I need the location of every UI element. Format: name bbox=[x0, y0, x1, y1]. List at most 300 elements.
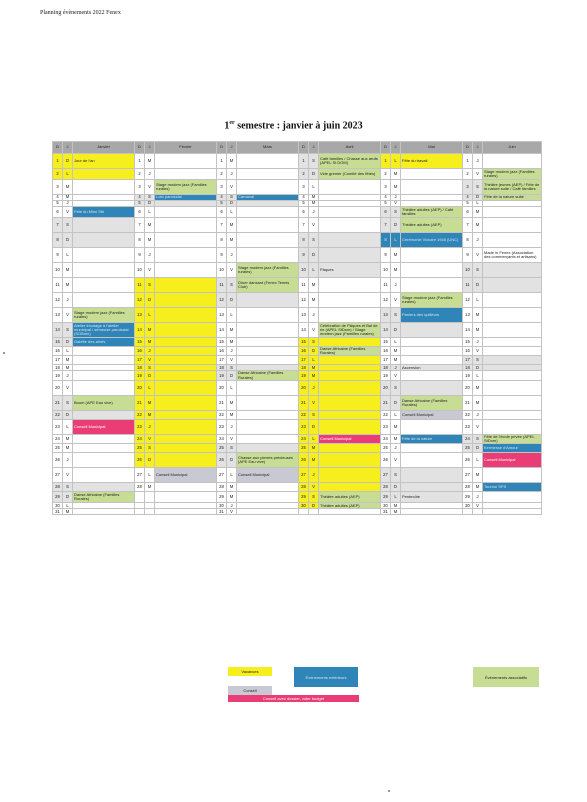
day-number: 11 bbox=[381, 278, 391, 293]
table-row bbox=[53, 207, 542, 218]
day-number: 7 bbox=[381, 218, 391, 233]
day-number: 13 bbox=[135, 308, 145, 323]
table-row bbox=[53, 453, 542, 468]
event-cell bbox=[237, 492, 299, 503]
day-letter: S bbox=[391, 308, 401, 323]
event-cell bbox=[483, 308, 542, 323]
day-number: 29 bbox=[53, 492, 63, 503]
day-number: 3 bbox=[381, 180, 391, 195]
day-number: 25 bbox=[381, 444, 391, 453]
event-cell: Loto paroissial bbox=[155, 195, 217, 201]
day-number: 4 bbox=[463, 195, 473, 201]
day-letter: M bbox=[391, 509, 401, 515]
event-cell bbox=[401, 419, 463, 434]
column-header: Juin bbox=[483, 142, 542, 154]
day-number: 6 bbox=[53, 207, 63, 218]
day-letter: V bbox=[473, 419, 483, 434]
day-number: 7 bbox=[463, 218, 473, 233]
event-cell: Célébration de Pâques et Bal de rie (APEL StDom) / Stage modern jazz (Familles rurales) bbox=[319, 323, 381, 338]
event-cell bbox=[155, 338, 217, 347]
day-letter: S bbox=[227, 365, 237, 371]
day-number: 10 bbox=[217, 263, 227, 278]
day-letter: S bbox=[227, 278, 237, 293]
day-number: 1 bbox=[217, 154, 227, 169]
day-letter: D bbox=[309, 248, 319, 263]
day-number: 19 bbox=[299, 371, 309, 380]
day-number: 17 bbox=[299, 356, 309, 365]
day-letter: L bbox=[473, 371, 483, 380]
event-cell bbox=[73, 263, 135, 278]
day-number: 17 bbox=[463, 356, 473, 365]
day-number: 18 bbox=[299, 365, 309, 371]
planning-table bbox=[52, 141, 542, 515]
event-cell: Fête de l'école privée (APEL StDom) bbox=[483, 434, 542, 443]
day-letter: D bbox=[473, 365, 483, 371]
day-number: 6 bbox=[463, 207, 473, 218]
day-number: 30 bbox=[381, 503, 391, 509]
column-header: J bbox=[63, 142, 73, 154]
day-letter: M bbox=[473, 380, 483, 395]
event-cell bbox=[483, 356, 542, 365]
day-letter: L bbox=[63, 248, 73, 263]
event-cell: Danse Africaine (Familles Rurales) bbox=[401, 395, 463, 410]
event-cell bbox=[401, 453, 463, 468]
day-number: 18 bbox=[217, 365, 227, 371]
event-cell bbox=[155, 154, 217, 169]
day-number: 10 bbox=[463, 263, 473, 278]
event-cell bbox=[483, 410, 542, 419]
day-letter: L bbox=[391, 233, 401, 248]
event-cell bbox=[237, 308, 299, 323]
day-number: 22 bbox=[381, 410, 391, 419]
day-letter: M bbox=[227, 323, 237, 338]
day-letter: J bbox=[473, 233, 483, 248]
event-cell bbox=[319, 180, 381, 195]
day-letter: S bbox=[391, 380, 401, 395]
day-number: 22 bbox=[463, 410, 473, 419]
table-row bbox=[53, 371, 542, 380]
day-letter: M bbox=[391, 419, 401, 434]
event-cell bbox=[483, 233, 542, 248]
day-letter: J bbox=[63, 201, 73, 207]
day-letter: J bbox=[227, 419, 237, 434]
event-cell: Atelier tricotage à l'atelier municipal / sémeuse paroissial (SOBom) bbox=[73, 323, 135, 338]
day-number: 24 bbox=[463, 434, 473, 443]
day-letter: J bbox=[473, 154, 483, 169]
day-letter: J bbox=[63, 371, 73, 380]
column-header: J bbox=[227, 142, 237, 154]
day-number: 8 bbox=[135, 233, 145, 248]
column-header: Avril bbox=[319, 142, 381, 154]
event-cell bbox=[155, 263, 217, 278]
event-cell bbox=[155, 356, 217, 365]
day-number: 26 bbox=[135, 453, 145, 468]
event-cell bbox=[155, 492, 217, 503]
day-number: 28 bbox=[463, 483, 473, 492]
day-number: 16 bbox=[217, 347, 227, 356]
day-letter: S bbox=[145, 195, 155, 201]
event-cell bbox=[237, 218, 299, 233]
day-letter: M bbox=[63, 444, 73, 453]
table-row bbox=[53, 233, 542, 248]
day-number: 9 bbox=[463, 248, 473, 263]
day-number: 23 bbox=[135, 419, 145, 434]
event-cell bbox=[237, 248, 299, 263]
day-number: 14 bbox=[299, 323, 309, 338]
legend-conseil: Conseil bbox=[228, 686, 272, 695]
day-number: 19 bbox=[217, 371, 227, 380]
day-letter: L bbox=[145, 308, 155, 323]
event-cell bbox=[73, 371, 135, 380]
event-cell: Conseil Municipal bbox=[319, 434, 381, 443]
day-letter: V bbox=[63, 207, 73, 218]
day-number: 22 bbox=[53, 410, 63, 419]
day-number: 3 bbox=[463, 180, 473, 195]
day-number: 2 bbox=[135, 169, 145, 180]
event-cell bbox=[73, 218, 135, 233]
day-number: 23 bbox=[53, 419, 63, 434]
day-letter: J bbox=[227, 248, 237, 263]
day-number: 17 bbox=[135, 356, 145, 365]
day-number: 31 bbox=[381, 509, 391, 515]
day-number: 27 bbox=[463, 468, 473, 483]
event-cell bbox=[401, 356, 463, 365]
event-cell bbox=[155, 419, 217, 434]
day-letter: M bbox=[473, 483, 483, 492]
event-cell bbox=[237, 323, 299, 338]
day-number: 25 bbox=[135, 444, 145, 453]
event-cell bbox=[401, 180, 463, 195]
event-cell bbox=[155, 395, 217, 410]
event-cell bbox=[237, 444, 299, 453]
day-letter: M bbox=[63, 434, 73, 443]
event-cell bbox=[237, 356, 299, 365]
day-letter: M bbox=[227, 154, 237, 169]
table-row bbox=[53, 248, 542, 263]
day-letter: L bbox=[145, 207, 155, 218]
event-cell bbox=[237, 380, 299, 395]
event-cell bbox=[483, 293, 542, 308]
event-cell: Vide grenier (Comité des fêtes) bbox=[319, 169, 381, 180]
day-letter: J bbox=[473, 338, 483, 347]
day-number: 25 bbox=[463, 444, 473, 453]
day-letter: D bbox=[145, 371, 155, 380]
column-header: J bbox=[309, 142, 319, 154]
day-letter: D bbox=[309, 347, 319, 356]
day-number: 1 bbox=[135, 154, 145, 169]
day-letter: L bbox=[63, 503, 73, 509]
event-cell bbox=[319, 248, 381, 263]
event-cell bbox=[483, 371, 542, 380]
day-letter: V bbox=[391, 293, 401, 308]
day-letter: L bbox=[309, 180, 319, 195]
event-cell bbox=[319, 468, 381, 483]
day-number: 10 bbox=[381, 263, 391, 278]
day-number: 27 bbox=[53, 468, 63, 483]
day-number: 26 bbox=[381, 453, 391, 468]
day-number: 26 bbox=[299, 453, 309, 468]
table-row bbox=[53, 338, 542, 347]
day-number: 14 bbox=[135, 323, 145, 338]
day-number: 21 bbox=[53, 395, 63, 410]
day-number: 24 bbox=[217, 434, 227, 443]
event-cell bbox=[319, 453, 381, 468]
day-letter: S bbox=[473, 434, 483, 443]
event-cell bbox=[73, 248, 135, 263]
event-cell: Café familles / Chasse aux œufs (APEL St DOM) bbox=[319, 154, 381, 169]
event-cell: Paniers des quilleurs bbox=[401, 308, 463, 323]
day-number: 1 bbox=[299, 154, 309, 169]
day-letter: M bbox=[309, 444, 319, 453]
day-letter: D bbox=[145, 201, 155, 207]
day-letter: L bbox=[473, 453, 483, 468]
day-letter: V bbox=[145, 180, 155, 195]
event-cell bbox=[401, 338, 463, 347]
day-number bbox=[463, 509, 473, 515]
day-number: 15 bbox=[381, 338, 391, 347]
day-number: 18 bbox=[463, 365, 473, 371]
day-letter: D bbox=[145, 293, 155, 308]
day-number: 11 bbox=[463, 278, 473, 293]
day-letter: L bbox=[391, 154, 401, 169]
event-cell bbox=[483, 323, 542, 338]
event-cell bbox=[483, 278, 542, 293]
day-number: 3 bbox=[135, 180, 145, 195]
event-cell: Stage modern jazz (Familles rurales) bbox=[483, 169, 542, 180]
day-number: 8 bbox=[299, 233, 309, 248]
day-number: 17 bbox=[217, 356, 227, 365]
day-number: 9 bbox=[381, 248, 391, 263]
day-letter: D bbox=[473, 195, 483, 201]
event-cell bbox=[237, 434, 299, 443]
legend-conseil-budget: Conseil avec dossier, voter budget bbox=[228, 695, 359, 702]
day-number: 28 bbox=[217, 483, 227, 492]
day-number: 22 bbox=[299, 410, 309, 419]
table-row bbox=[53, 263, 542, 278]
table-row bbox=[53, 483, 542, 492]
day-letter: S bbox=[63, 323, 73, 338]
event-cell bbox=[155, 308, 217, 323]
day-number: 11 bbox=[135, 278, 145, 293]
day-number: 6 bbox=[381, 207, 391, 218]
day-letter: M bbox=[145, 323, 155, 338]
day-number: 24 bbox=[53, 434, 63, 443]
day-number: 12 bbox=[381, 293, 391, 308]
table-row bbox=[53, 492, 542, 503]
day-letter: M bbox=[145, 338, 155, 347]
day-letter: L bbox=[145, 468, 155, 483]
day-number: 24 bbox=[381, 434, 391, 443]
day-letter: S bbox=[473, 263, 483, 278]
table-row bbox=[53, 169, 542, 180]
day-letter: J bbox=[145, 347, 155, 356]
event-cell bbox=[319, 356, 381, 365]
day-letter: V bbox=[473, 347, 483, 356]
event-cell: Conseil Municipal bbox=[73, 419, 135, 434]
day-letter: D bbox=[309, 419, 319, 434]
day-letter: S bbox=[309, 233, 319, 248]
event-cell: Danse Africaine (Familles Rurales) bbox=[73, 492, 135, 503]
day-number: 6 bbox=[135, 207, 145, 218]
day-letter: L bbox=[309, 356, 319, 365]
day-number: 1 bbox=[463, 154, 473, 169]
day-letter: J bbox=[309, 207, 319, 218]
day-number: 2 bbox=[53, 169, 63, 180]
day-number: 18 bbox=[135, 365, 145, 371]
event-cell bbox=[483, 154, 542, 169]
event-cell bbox=[237, 395, 299, 410]
event-cell bbox=[237, 180, 299, 195]
table-row bbox=[53, 380, 542, 395]
day-letter: V bbox=[391, 201, 401, 207]
day-letter: M bbox=[391, 263, 401, 278]
day-number: 27 bbox=[217, 468, 227, 483]
event-cell bbox=[319, 483, 381, 492]
day-number: 25 bbox=[299, 444, 309, 453]
day-letter bbox=[473, 509, 483, 515]
day-letter: L bbox=[63, 419, 73, 434]
column-header: Mars bbox=[237, 142, 299, 154]
event-cell bbox=[237, 410, 299, 419]
day-number: 16 bbox=[381, 347, 391, 356]
event-cell bbox=[155, 347, 217, 356]
day-letter: L bbox=[227, 207, 237, 218]
day-number: 3 bbox=[53, 180, 63, 195]
day-letter: D bbox=[145, 453, 155, 468]
column-header: J bbox=[145, 142, 155, 154]
day-letter: D bbox=[391, 218, 401, 233]
column-header: Mai bbox=[401, 142, 463, 154]
day-letter: M bbox=[145, 395, 155, 410]
legend-vacances: Vacances bbox=[228, 667, 272, 676]
day-letter: J bbox=[473, 410, 483, 419]
event-cell bbox=[319, 509, 381, 515]
event-cell: Théâtre jeunes (AEP) / Fête de la nature suite / Café familles bbox=[483, 180, 542, 195]
legend-associatifs: Évènements associatifs bbox=[473, 667, 539, 687]
day-number: 12 bbox=[135, 293, 145, 308]
event-cell bbox=[155, 434, 217, 443]
table-row bbox=[53, 468, 542, 483]
day-number: 27 bbox=[135, 468, 145, 483]
table-row bbox=[53, 444, 542, 453]
day-letter: D bbox=[391, 483, 401, 492]
day-letter: V bbox=[63, 308, 73, 323]
day-number: 29 bbox=[381, 492, 391, 503]
day-number: 20 bbox=[463, 380, 473, 395]
day-number: 31 bbox=[53, 509, 63, 515]
event-cell bbox=[319, 218, 381, 233]
event-cell bbox=[483, 347, 542, 356]
day-letter: S bbox=[145, 444, 155, 453]
day-letter: V bbox=[227, 434, 237, 443]
event-cell bbox=[483, 338, 542, 347]
day-number: 2 bbox=[463, 169, 473, 180]
event-cell bbox=[319, 395, 381, 410]
event-cell bbox=[155, 207, 217, 218]
day-number: 28 bbox=[299, 483, 309, 492]
event-cell bbox=[73, 278, 135, 293]
event-cell bbox=[319, 338, 381, 347]
day-number: 13 bbox=[217, 308, 227, 323]
day-number: 30 bbox=[463, 503, 473, 509]
day-number: 9 bbox=[53, 248, 63, 263]
day-letter: M bbox=[391, 503, 401, 509]
day-letter: M bbox=[145, 154, 155, 169]
column-header: D bbox=[135, 142, 145, 154]
day-letter: M bbox=[473, 218, 483, 233]
day-number: 10 bbox=[53, 263, 63, 278]
day-number: 15 bbox=[135, 338, 145, 347]
day-letter bbox=[309, 509, 319, 515]
day-letter: M bbox=[473, 207, 483, 218]
column-header: D bbox=[53, 142, 63, 154]
day-letter: L bbox=[227, 308, 237, 323]
event-cell bbox=[237, 207, 299, 218]
day-number: 16 bbox=[135, 347, 145, 356]
day-number: 24 bbox=[299, 434, 309, 443]
day-letter: D bbox=[227, 453, 237, 468]
event-cell: Stage modern jazz (Familles rurales) bbox=[73, 308, 135, 323]
event-cell bbox=[73, 169, 135, 180]
page-title: 1er semestre : janvier à juin 2023 bbox=[224, 120, 363, 132]
day-number: 20 bbox=[299, 380, 309, 395]
event-cell bbox=[319, 380, 381, 395]
day-letter: D bbox=[63, 233, 73, 248]
day-letter: J bbox=[63, 453, 73, 468]
day-number: 5 bbox=[53, 201, 63, 207]
day-letter: J bbox=[309, 308, 319, 323]
event-cell: Danse Africaine (Familles Rurales) bbox=[319, 347, 381, 356]
event-cell bbox=[401, 509, 463, 515]
event-cell bbox=[155, 218, 217, 233]
day-letter: M bbox=[309, 278, 319, 293]
event-cell: Stage modern jazz (Familles rurales) bbox=[237, 263, 299, 278]
event-cell: Galette des aînés bbox=[73, 338, 135, 347]
day-letter: L bbox=[391, 410, 401, 419]
day-letter: J bbox=[145, 419, 155, 434]
day-letter: M bbox=[227, 395, 237, 410]
event-cell bbox=[237, 483, 299, 492]
day-number: 13 bbox=[381, 308, 391, 323]
day-letter: S bbox=[391, 468, 401, 483]
day-number: 15 bbox=[463, 338, 473, 347]
day-letter: M bbox=[473, 395, 483, 410]
day-number: 5 bbox=[299, 201, 309, 207]
day-letter: M bbox=[145, 233, 155, 248]
event-cell bbox=[237, 347, 299, 356]
day-letter: D bbox=[227, 293, 237, 308]
event-cell bbox=[483, 468, 542, 483]
day-letter: S bbox=[309, 154, 319, 169]
event-cell: Fête de la nature bbox=[401, 434, 463, 443]
table-row bbox=[53, 434, 542, 443]
event-cell bbox=[483, 492, 542, 503]
event-cell: Stage modern jazz (Familles rurales) bbox=[155, 180, 217, 195]
day-number: 10 bbox=[135, 263, 145, 278]
day-letter: V bbox=[391, 453, 401, 468]
day-letter: S bbox=[63, 395, 73, 410]
day-letter: V bbox=[391, 371, 401, 380]
day-number: 18 bbox=[381, 365, 391, 371]
day-letter: M bbox=[391, 434, 401, 443]
event-cell: Stage modern jazz (Familles rurales) bbox=[401, 293, 463, 308]
legend-exterieurs: Évènements extérieurs bbox=[294, 667, 358, 687]
event-cell: Théâtre adultes (AEP) bbox=[319, 503, 381, 509]
day-letter: J bbox=[227, 347, 237, 356]
day-number: 16 bbox=[463, 347, 473, 356]
day-letter: D bbox=[473, 444, 483, 453]
day-number: 1 bbox=[53, 154, 63, 169]
